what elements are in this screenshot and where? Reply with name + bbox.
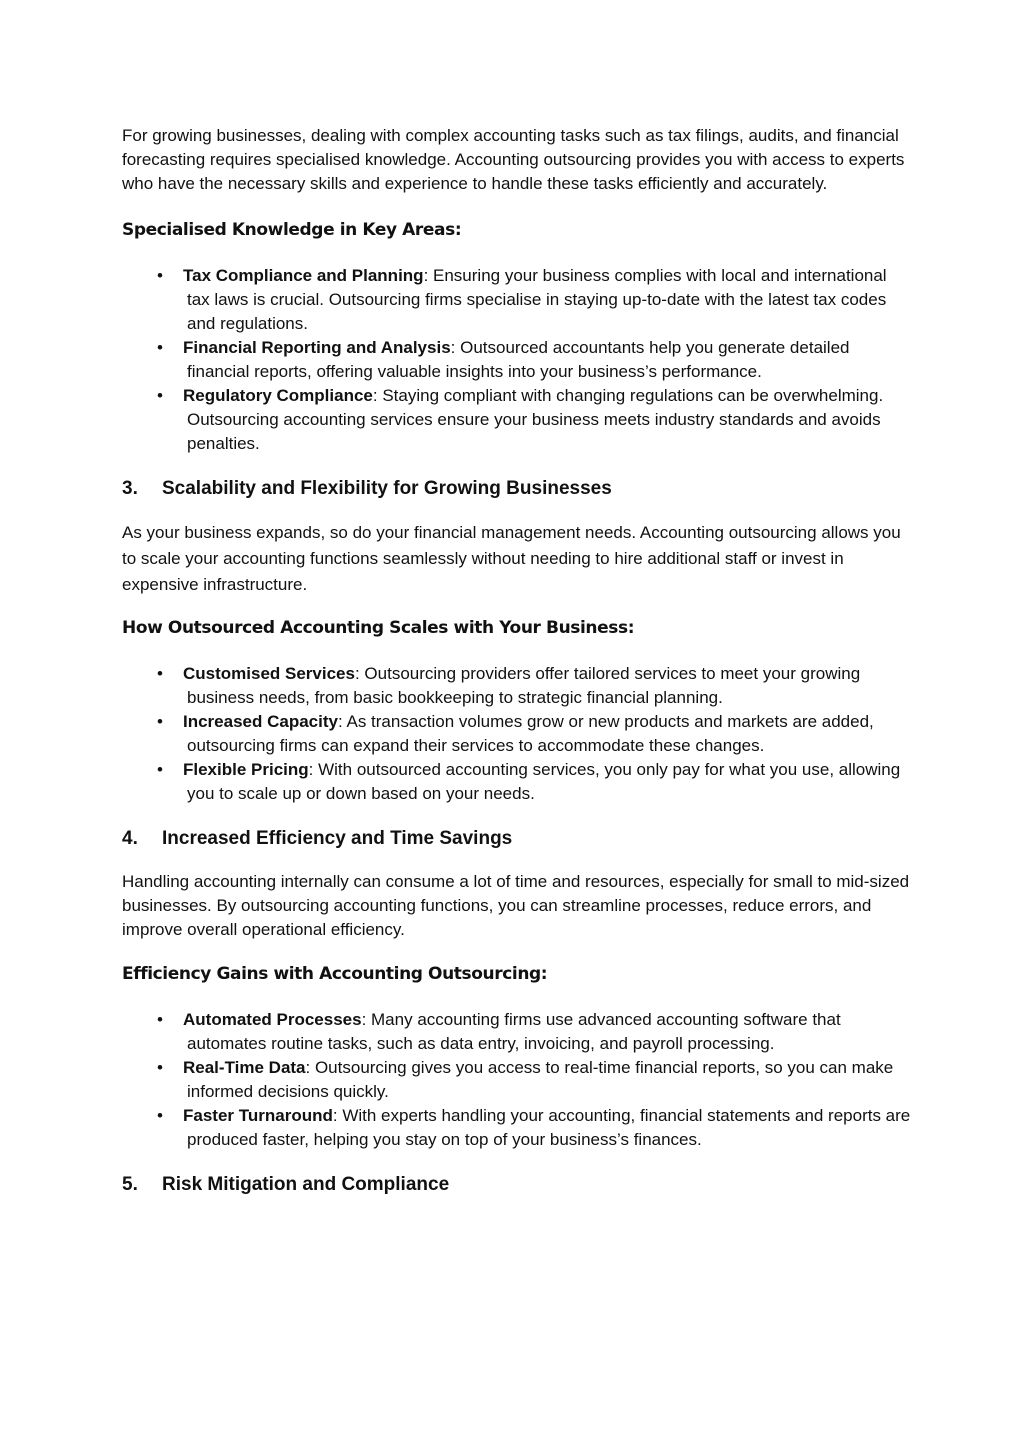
scaling-list <box>122 662 912 806</box>
section-4-heading <box>122 826 912 852</box>
item-term: Automated Processes <box>183 1010 362 1029</box>
list-item <box>122 710 912 758</box>
item-term: Faster Turnaround <box>183 1106 333 1125</box>
item-text: : With experts handling your accounting, financial statements and reports are produced faster, helping you stay on top of your business’s finances. <box>187 1106 911 1149</box>
bullet-icon: • <box>157 338 163 357</box>
bullet-icon: • <box>157 760 163 779</box>
list-item <box>122 384 912 456</box>
list-item <box>122 1008 912 1056</box>
item-term: Increased Capacity <box>183 712 338 731</box>
bullet-icon: • <box>157 664 163 683</box>
knowledge-list <box>122 264 912 456</box>
section-5-heading <box>122 1172 912 1198</box>
bullet-icon: • <box>157 1106 163 1125</box>
section-title: Increased Efficiency and Time Savings <box>162 828 513 849</box>
knowledge-heading: Specialised Knowledge in Key Areas: <box>122 220 462 240</box>
efficiency-list <box>122 1008 912 1152</box>
item-text: : Many accounting firms use advanced accounting software that automates routine tasks, such as data entry, invoicing, and payroll processing. <box>187 1010 841 1053</box>
list-item <box>122 758 912 806</box>
item-text: : Staying compliant with changing regulations can be overwhelming. Outsourcing accounting services ensure your business meets industry standards and avoids penalties. <box>187 386 884 453</box>
section-number: 3. <box>122 478 138 499</box>
section-3-heading <box>122 476 912 502</box>
list-item <box>122 1056 912 1104</box>
bullet-icon: • <box>157 1058 163 1077</box>
item-text: : Ensuring your business complies with local and international tax laws is crucial. Outsourcing firms specialise in staying up-to-date with the latest tax codes and regulations. <box>187 266 887 333</box>
item-text: : Outsourced accountants help you generate detailed financial reports, offering valuable insights into your business’s performance. <box>187 338 850 381</box>
section-number: 5. <box>122 1174 138 1195</box>
section-3-body: As your business expands, so do your financial management needs. Accounting outsourcing allows you to scale your accounting functions seamlessly without needing to hire additional staff or invest in expensive infrastructure. <box>122 523 901 594</box>
item-text: : With outsourced accounting services, you only pay for what you use, allowing you to scale up or down based on your needs. <box>187 760 901 803</box>
item-term: Regulatory Compliance <box>183 386 373 405</box>
bullet-icon: • <box>157 266 163 285</box>
list-item <box>122 264 912 336</box>
item-term: Real-Time Data <box>183 1058 306 1077</box>
section-3-subheading: How Outsourced Accounting Scales with Your Business: <box>122 618 635 638</box>
item-term: Tax Compliance and Planning <box>183 266 424 285</box>
bullet-icon: • <box>157 1010 163 1029</box>
section-title: Scalability and Flexibility for Growing Businesses <box>162 478 612 499</box>
item-text: : As transaction volumes grow or new products and markets are added, outsourcing firms can expand their services to accommodate these changes. <box>187 712 874 755</box>
bullet-icon: • <box>157 712 163 731</box>
list-item <box>122 1104 912 1152</box>
item-text: : Outsourcing providers offer tailored services to meet your growing business needs, from basic bookkeeping to strategic financial planning. <box>187 664 861 707</box>
item-term: Financial Reporting and Analysis <box>183 338 451 357</box>
item-text: : Outsourcing gives you access to real-time financial reports, so you can make informed decisions quickly. <box>187 1058 894 1101</box>
list-item <box>122 336 912 384</box>
section-4-body: Handling accounting internally can consume a lot of time and resources, especially for small to mid-sized businesses. By outsourcing accounting functions, you can streamline processes, reduce errors, and improve overall operational efficiency. <box>122 872 910 939</box>
item-term: Customised Services <box>183 664 355 683</box>
intro-paragraph: For growing businesses, dealing with complex accounting tasks such as tax filings, audits, and financial forecasting requires specialised knowledge. Accounting outsourcing provides you with access to experts who have the necessary skills and experience to handle these tasks efficiently and accurately. <box>122 126 905 193</box>
bullet-icon: • <box>157 386 163 405</box>
section-number: 4. <box>122 828 138 849</box>
item-term: Flexible Pricing <box>183 760 309 779</box>
section-title: Risk Mitigation and Compliance <box>162 1174 450 1195</box>
section-4-subheading: Efficiency Gains with Accounting Outsourcing: <box>122 964 548 984</box>
document-page <box>122 124 912 1216</box>
list-item <box>122 662 912 710</box>
